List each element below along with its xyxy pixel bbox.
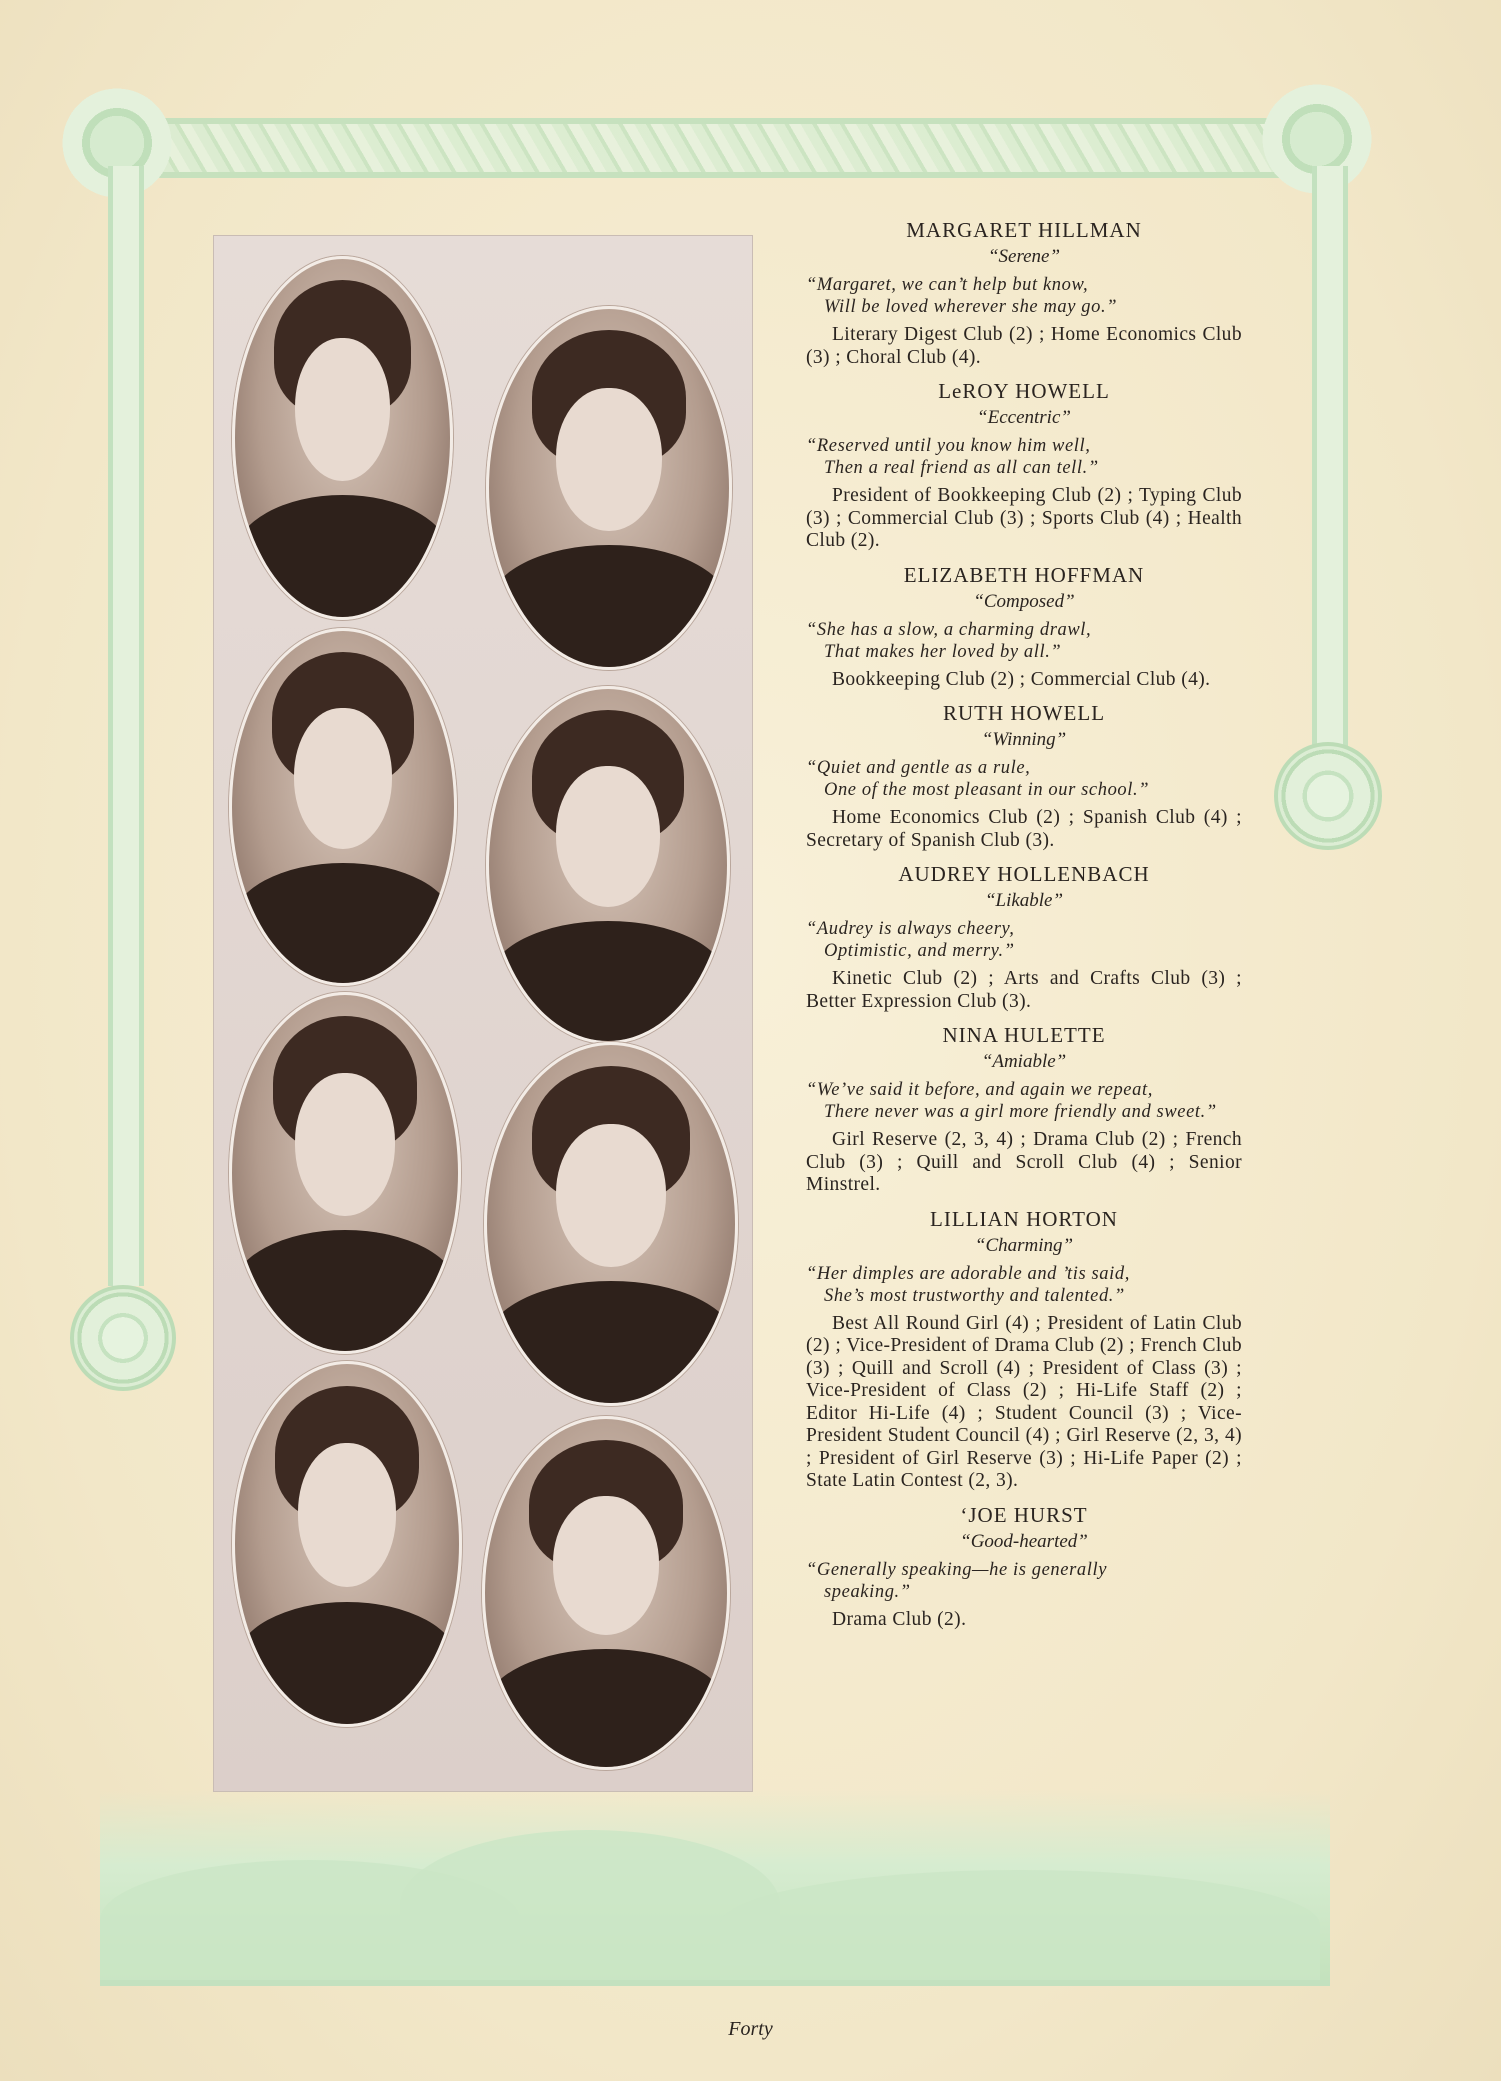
entry-leroy-howell [806,379,1242,553]
entry-lillian-horton [806,1207,1242,1493]
senior-name: NINA HULETTE [942,1023,1106,1047]
entry-ruth-howell [806,701,1242,852]
portrait-audrey-hollenbach [229,992,461,1354]
senior-activities: Literary Digest Club (2) ; Home Economics Club (3) ; Choral Club (4). [806,324,1242,368]
senior-quote [806,1263,1242,1307]
senior-nickname: “Serene” [987,246,1061,267]
senior-nickname: “Charming” [974,1234,1074,1256]
quote-line-2: speaking.” [824,1581,911,1602]
quote-line-1: “Quiet and gentle as a rule, [806,758,1031,778]
senior-quote [806,435,1242,479]
quote-line-2: Will be loved wherever she may go.” [824,297,1118,317]
top-border-ornament [80,118,1310,178]
right-border-ornament [1312,166,1348,766]
senior-activities: Home Economics Club (2) ; Spanish Club (4) ; Secretary of Spanish Club (3). [806,807,1242,851]
entry-nina-hulette [806,1023,1242,1197]
left-border-ornament [108,166,144,1286]
portrait-margaret-hillman [232,256,453,620]
quote-line-2: She’s most trustworthy and talented.” [824,1285,1125,1306]
senior-name: MARGARET HILLMAN [906,218,1142,242]
quote-line-1: “Generally speaking—he is generally [806,1559,1108,1580]
senior-nickname: “Eccentric” [977,407,1071,428]
senior-activities: Bookkeeping Club (2) ; Commercial Club (4). [832,668,1211,690]
left-rosette-ornament [70,1285,176,1391]
senior-quote [806,1079,1242,1123]
quote-line-1: “Reserved until you know him well, [806,436,1091,456]
portrait-lillian-horton [232,1361,462,1727]
portrait-ruth-howell [486,686,730,1044]
entry-joe-hurst [806,1503,1242,1632]
quote-line-1: “Margaret, we can’t help but know, [806,275,1089,295]
quote-line-2: There never was a girl more friendly and sweet.” [824,1102,1217,1122]
senior-name: ELIZABETH HOFFMAN [903,562,1145,587]
page-number: Forty [728,2018,773,2040]
senior-name: LILLIAN HORTON [930,1206,1118,1231]
portrait-nina-hulette [484,1042,738,1406]
senior-quote [806,274,1242,318]
senior-activities: President of Bookkeeping Club (2) ; Typing Club (3) ; Commercial Club (3) ; Sports Club (4) ; Health Club (2). [806,485,1242,551]
senior-activities: Kinetic Club (2) ; Arts and Crafts Club (3) ; Better Expression Club (3). [806,968,1242,1012]
senior-quote [806,1559,1242,1603]
portrait-leroy-howell [486,306,732,670]
senior-name: AUDREY HOLLENBACH [898,862,1150,886]
portrait-panel [213,235,753,1792]
right-rosette-ornament [1274,742,1382,850]
entry-elizabeth-hoffman [806,563,1242,692]
senior-nickname: “Likable” [984,890,1064,911]
quote-line-2: That makes her loved by all.” [824,641,1062,662]
landscape-ornament [100,1790,1330,1986]
senior-name: ʻJOE HURST [960,1502,1088,1527]
senior-activities: Girl Reserve (2, 3, 4) ; Drama Club (2) ; French Club (3) ; Quill and Scroll Club (4) ; Senior Minstrel. [806,1129,1242,1195]
senior-quote [806,757,1242,801]
senior-nickname: “Winning” [981,729,1067,750]
senior-activities: Drama Club (2). [832,1608,967,1630]
quote-line-2: Then a real friend as all can tell.” [824,458,1099,478]
quote-line-1: “She has a slow, a charming drawl, [806,619,1092,640]
portrait-joe-hurst [482,1416,730,1770]
senior-nickname: “Composed” [973,590,1075,612]
portrait-elizabeth-hoffman [229,628,457,986]
quote-line-1: “We’ve said it before, and again we repeat, [806,1080,1153,1100]
senior-activities: Best All Round Girl (4) ; President of Latin Club (2) ; Vice-President of Drama Club (2) ; French Club (3) ; Quill and Scroll (4) ; President of Class (3) ; Vice-President of Class (2) ; Hi-Life Staff (2) ; Editor Hi-Life (4) ; Student Council (3) ; Vice-President Student Council (4) ; Girl Reserve (2, 3, 4) ; President of Girl Reserve (3) ; Hi-Life Paper (2) ; State Latin Contest (2, 3). [806,1312,1242,1491]
entry-audrey-hollenbach [806,862,1242,1013]
quote-line-1: “Her dimples are adorable and ’tis said, [806,1263,1130,1284]
senior-quote [806,619,1242,663]
quote-line-2: Optimistic, and merry.” [824,941,1015,961]
quote-line-2: One of the most pleasant in our school.” [824,780,1150,800]
senior-name: LeROY HOWELL [938,379,1110,403]
entry-margaret-hillman [806,218,1242,369]
senior-nickname: “Good-hearted” [960,1530,1088,1552]
senior-quote [806,918,1242,962]
quote-line-1: “Audrey is always cheery, [806,919,1015,939]
senior-name: RUTH HOWELL [942,701,1106,725]
biography-column [806,218,1242,1641]
senior-nickname: “Amiable” [981,1051,1067,1072]
